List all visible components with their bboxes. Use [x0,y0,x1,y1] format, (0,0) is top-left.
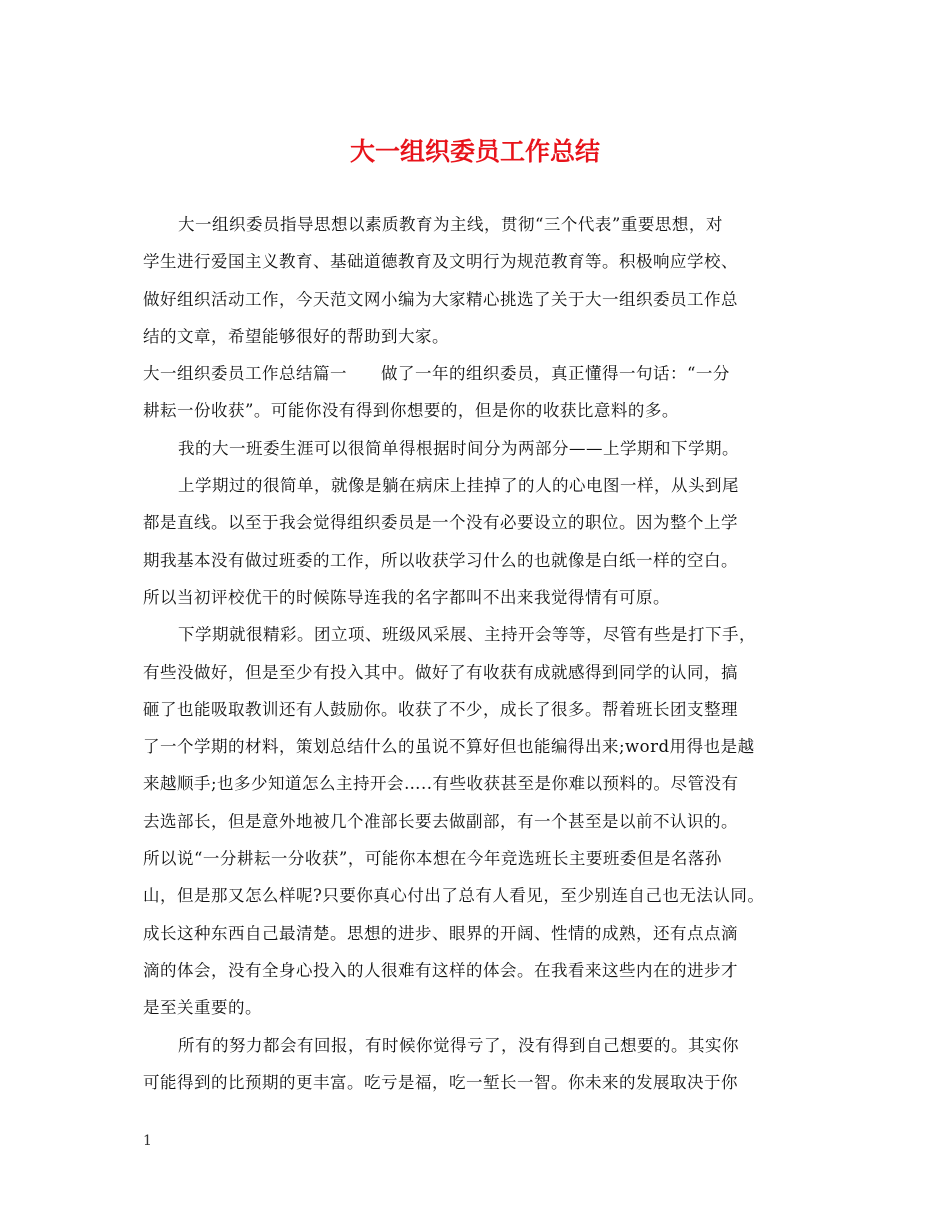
text-line: 来越顺手;也多少知道怎么主持开会…..有些收获甚至是你难以预料的。尽管没有 [143,774,739,794]
text-line: 都是直线。以至于我会觉得组织委员是一个没有必要设立的职位。因为整个上学 [143,513,738,533]
text-line: 山，但是那又怎么样呢?只要你真心付出了总有人看见，至少别连自己也无法认同。 [143,886,765,906]
text-line: 所有的努力都会有回报，有时候你觉得亏了，没有得到自己想要的。其实你 [178,1035,739,1055]
text-line: 砸了也能吸取教训还有人鼓励你。收获了不少，成长了很多。帮着班长团支整理 [143,699,738,719]
text-line: 做好组织活动工作，今天范文网小编为大家精心挑选了关于大一组织委员工作总 [143,289,738,309]
text-line: 学生进行爱国主义教育、基础道德教育及文明行为规范教育等。积极响应学校、 [143,252,738,272]
text-line: 去选部长，但是意外地被几个准部长要去做副部，有一个甚至是以前不认识的。 [143,811,738,831]
text-line: 期我基本没有做过班委的工作，所以收获学习什么的也就像是白纸一样的空白。 [143,550,738,570]
text-line: 了一个学期的材料，策划总结什么的虽说不算好但也能编得出来;word用得也是越 [143,737,755,757]
text-line: 下学期就很精彩。团立项、班级风采展、主持开会等等，尽管有些是打下手， [178,625,756,645]
text-line: 上学期过的很简单，就像是躺在病床上挂掉了的人的心电图一样，从头到尾 [178,476,739,496]
text-line: 大一组织委员工作总结篇一 做了一年的组织委员，真正懂得一句话：“一分 [143,364,730,384]
text-line: 所以说“一分耕耘一分收获”，可能你本想在今年竞选班长主要班委但是名落孙 [143,849,722,869]
text-line: 我的大一班委生涯可以很简单得根据时间分为两部分——上学期和下学期。 [178,438,739,458]
text-line: 可能得到的比预期的更丰富。吃亏是福，吃一堑长一智。你未来的发展取决于你 [143,1072,738,1092]
text-line: 所以当初评校优干的时候陈导连我的名字都叫不出来我觉得情有可原。 [143,587,670,607]
text-line: 有些没做好，但是至少有投入其中。做好了有收获有成就感得到同学的认同，搞 [143,662,738,682]
text-line: 滴的体会，没有全身心投入的人很难有这样的体会。在我看来这些内在的进步才 [143,960,738,980]
text-line: 是至关重要的。 [143,998,262,1018]
page-number: 1 [143,1133,152,1149]
text-line: 耕耘一份收获”。可能你没有得到你想要的，但是你的收获比意料的多。 [143,401,679,421]
document-body [143,206,823,1101]
text-line: 结的文章，希望能够很好的帮助到大家。 [143,326,449,346]
text-line: 成长这种东西自己最清楚。思想的进步、眼界的开阔、性情的成熟，还有点点滴 [143,923,738,943]
document-title: 大一组织委员工作总结 [349,137,600,166]
text-line: 大一组织委员指导思想以素质教育为主线，贯彻“三个代表”重要思想，对 [178,215,723,234]
